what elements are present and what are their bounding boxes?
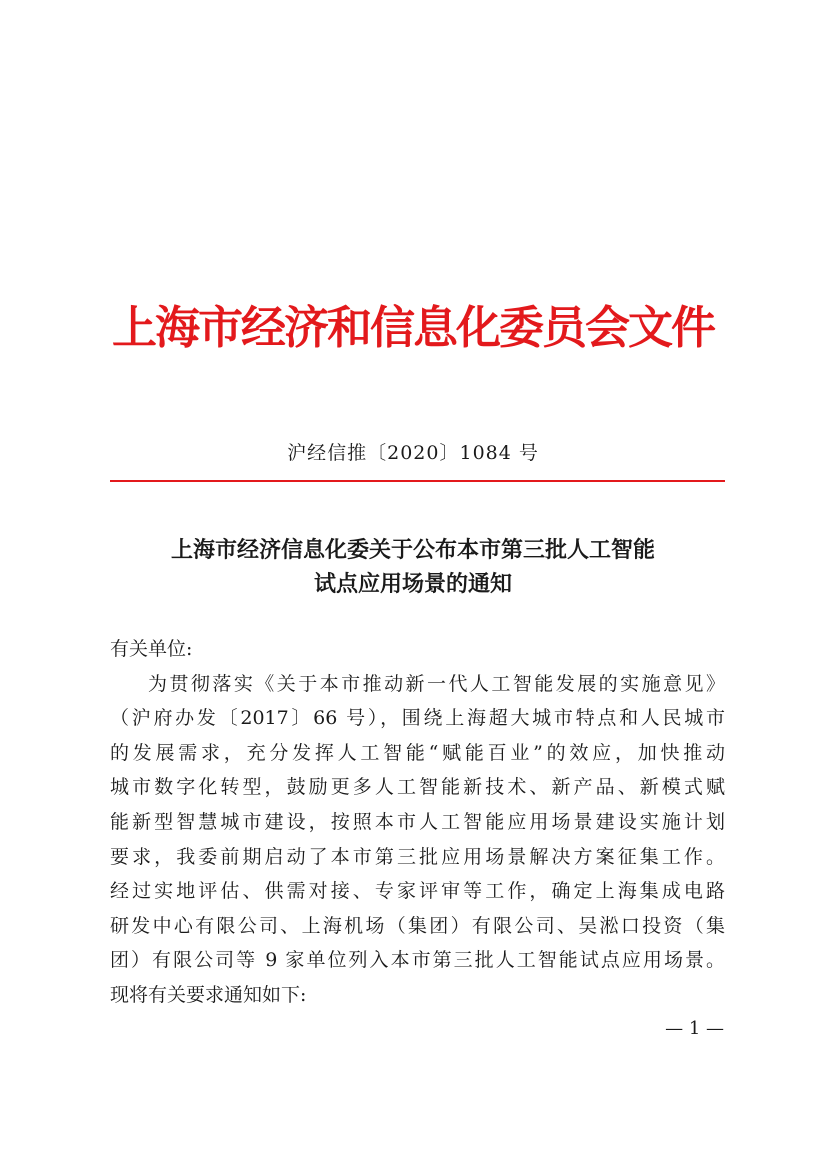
salutation: 有关单位: bbox=[110, 638, 193, 660]
page-number: — 1 — bbox=[665, 1018, 724, 1039]
paragraph-line: 城市数字化转型，鼓励更多人工智能新技术、新产品、新模式赋 bbox=[110, 776, 725, 799]
notice-title-line-2: 试点应用场景的通知 bbox=[313, 571, 512, 597]
paragraph-line: 能新型智慧城市建设，按照本市人工智能应用场景建设实施计划 bbox=[110, 810, 725, 833]
document-number: 沪经信推〔2020〕1084 号 bbox=[287, 442, 539, 464]
paragraph-line: 团）有限公司等 9 家单位列入本市第三批人工智能试点应用场景。 bbox=[110, 949, 725, 972]
paragraph-line: 经过实地评估、供需对接、专家评审等工作，确定上海集成电路 bbox=[110, 880, 725, 903]
notice-title-line-1: 上海市经济信息化委关于公布本市第三批人工智能 bbox=[170, 537, 655, 563]
body-text bbox=[110, 632, 725, 1013]
paragraph-line: 现将有关要求通知如下: bbox=[110, 983, 307, 1006]
red-divider-line bbox=[110, 480, 725, 482]
paragraph-line: 要求，我委前期启动了本市第三批应用场景解决方案征集工作。 bbox=[110, 845, 725, 868]
paragraph-line: 研发中心有限公司、上海机场（集团）有限公司、吴淞口投资（集 bbox=[110, 914, 725, 937]
notice-title bbox=[100, 533, 726, 601]
paragraph-line: 为贯彻落实《关于本市推动新一代人工智能发展的实施意见》 bbox=[148, 672, 725, 695]
paragraph-line: 的发展需求，充分发挥人工智能“赋能百业”的效应，加快推动 bbox=[110, 741, 725, 764]
issuer-header-title: 上海市经济和信息化委员会文件 bbox=[111, 301, 714, 354]
paragraph-line: （沪府办发〔2017〕66 号），围绕上海超大城市特点和人民城市 bbox=[110, 707, 725, 730]
